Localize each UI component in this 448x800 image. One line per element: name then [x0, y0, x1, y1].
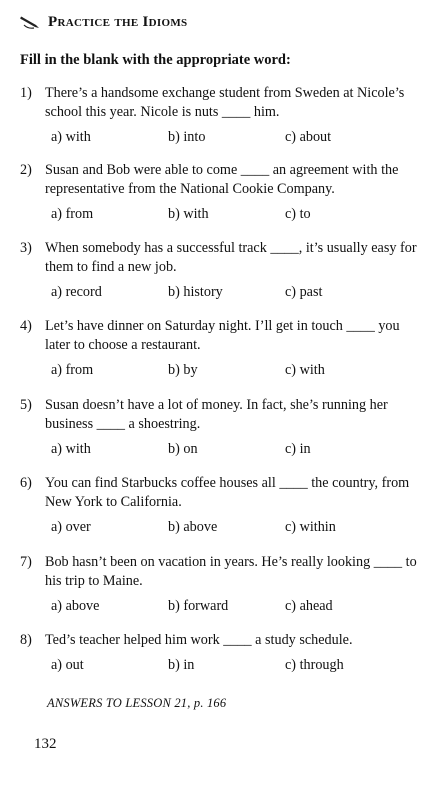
option-c[interactable]: c) about: [285, 129, 332, 145]
question-3: [20, 239, 420, 302]
option-c[interactable]: c) past: [285, 284, 323, 300]
question-number: 1): [20, 85, 32, 101]
option-b[interactable]: b) in: [168, 657, 195, 673]
option-c[interactable]: c) with: [285, 362, 325, 378]
option-c[interactable]: c) to: [285, 206, 311, 222]
question-number: 4): [20, 318, 32, 334]
question-text: Susan doesn’t have a lot of money. In fact, she’s running her business ____ a shoestring.: [45, 397, 388, 432]
question-text: Let’s have dinner on Saturday night. I’ll get in touch ____ you later to choose a restaurant.: [45, 318, 400, 353]
option-b[interactable]: b) into: [168, 129, 206, 145]
answer-options: [51, 361, 420, 380]
option-c[interactable]: c) within: [285, 519, 336, 535]
answer-options: [51, 440, 420, 459]
question-text: When somebody has a successful track ____, it’s usually easy for them to find a new job.: [45, 240, 417, 275]
question-text: You can find Starbucks coffee houses all ____ the country, from New York to California.: [45, 475, 410, 510]
option-a[interactable]: a) with: [51, 441, 91, 457]
question-text: Bob hasn’t been on vacation in years. He’s really looking ____ to his trip to Maine.: [45, 554, 417, 589]
question-7: [20, 553, 420, 616]
option-a[interactable]: a) record: [51, 284, 102, 300]
page-number: 132: [34, 736, 57, 752]
question-6: [20, 474, 420, 537]
option-a[interactable]: a) out: [51, 657, 84, 673]
option-b[interactable]: b) history: [168, 284, 223, 300]
answer-options: [51, 518, 420, 537]
option-a[interactable]: a) over: [51, 519, 91, 535]
option-b[interactable]: b) by: [168, 362, 198, 378]
question-4: [20, 317, 420, 380]
question-number: 2): [20, 162, 32, 178]
option-c[interactable]: c) in: [285, 441, 311, 457]
question-text: Susan and Bob were able to come ____ an agreement with the representative from the National Cookie Company.: [45, 162, 399, 197]
question-text: There’s a handsome exchange student from Sweden at Nicole’s school this year. Nicole is nuts ____ him.: [45, 85, 405, 120]
section-header: [20, 14, 187, 31]
section-title: Practice the Idioms: [48, 14, 188, 30]
answer-options: [51, 205, 420, 224]
question-2: [20, 161, 420, 224]
question-number: 8): [20, 632, 32, 648]
question-text: Ted’s teacher helped him work ____ a study schedule.: [45, 632, 353, 648]
question-number: 6): [20, 475, 32, 491]
pencil-icon: [20, 16, 42, 30]
option-a[interactable]: a) above: [51, 598, 100, 614]
option-b[interactable]: b) with: [168, 206, 209, 222]
option-c[interactable]: c) through: [285, 657, 344, 673]
question-number: 3): [20, 240, 32, 256]
question-5: [20, 396, 420, 459]
answers-reference: ANSWERS TO LESSON 21, p. 166: [47, 696, 227, 710]
question-1: [20, 84, 420, 147]
answer-options: [51, 656, 420, 675]
option-b[interactable]: b) above: [168, 519, 218, 535]
answer-options: [51, 597, 420, 616]
question-number: 7): [20, 554, 32, 570]
option-b[interactable]: b) on: [168, 441, 198, 457]
option-b[interactable]: b) forward: [168, 598, 229, 614]
instruction-text: Fill in the blank with the appropriate word:: [20, 52, 291, 68]
question-8: [20, 631, 420, 675]
option-a[interactable]: a) from: [51, 362, 94, 378]
answer-options: [51, 128, 420, 147]
option-a[interactable]: a) from: [51, 206, 94, 222]
option-a[interactable]: a) with: [51, 129, 91, 145]
option-c[interactable]: c) ahead: [285, 598, 333, 614]
question-number: 5): [20, 397, 32, 413]
answer-options: [51, 283, 420, 302]
